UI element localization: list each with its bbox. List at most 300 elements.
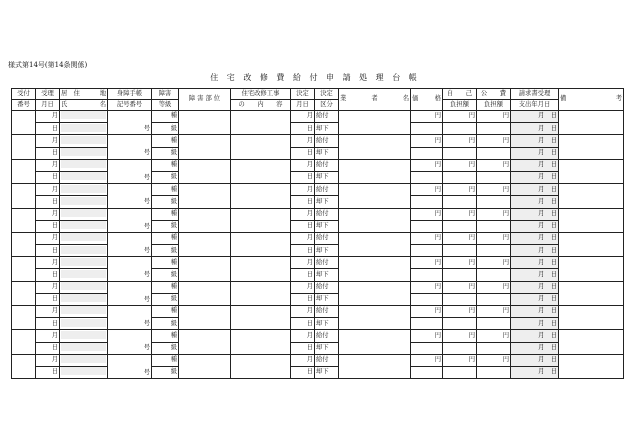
price-cell[interactable]: 円 bbox=[411, 232, 443, 244]
payment-date-cell[interactable]: 月 日 bbox=[511, 220, 559, 232]
public-burden-blank-cell[interactable] bbox=[477, 293, 511, 305]
decision-month-cell[interactable]: 月 bbox=[291, 184, 315, 196]
price-cell[interactable]: 円 bbox=[411, 330, 443, 342]
address-field[interactable] bbox=[61, 160, 106, 168]
decision-day-cell[interactable]: 日 bbox=[291, 220, 315, 232]
address-field[interactable] bbox=[61, 185, 106, 193]
invoice-receipt-date-cell[interactable]: 月 日 bbox=[511, 257, 559, 269]
disability-part-cell[interactable] bbox=[179, 354, 231, 378]
payment-date-cell[interactable]: 月 日 bbox=[511, 196, 559, 208]
disability-type-cell[interactable]: 種 bbox=[152, 281, 179, 293]
self-burden-cell[interactable]: 円 bbox=[443, 184, 477, 196]
name-field[interactable] bbox=[61, 221, 106, 229]
disability-grade-cell[interactable]: 級 bbox=[152, 318, 179, 330]
header-address bbox=[60, 89, 108, 100]
disability-type-cell[interactable]: 種 bbox=[152, 354, 179, 366]
price-blank-cell[interactable] bbox=[411, 196, 443, 208]
address-field[interactable] bbox=[61, 209, 106, 217]
public-burden-cell[interactable]: 円 bbox=[477, 208, 511, 220]
name-field[interactable] bbox=[61, 124, 106, 132]
reception-number-cell[interactable] bbox=[12, 354, 36, 378]
handbook-number-cell[interactable]: 号 bbox=[108, 135, 152, 159]
decision-grant-cell[interactable]: 給付 bbox=[315, 208, 339, 220]
reception-number-cell[interactable] bbox=[12, 306, 36, 330]
invoice-receipt-date-cell[interactable]: 月 日 bbox=[511, 111, 559, 123]
header-self-burden: 自 己 bbox=[443, 89, 477, 100]
decision-reject-cell[interactable]: 却下 bbox=[315, 196, 339, 208]
disability-grade-cell[interactable]: 級 bbox=[152, 342, 179, 354]
public-burden-cell[interactable]: 円 bbox=[477, 330, 511, 342]
payment-date-cell[interactable]: 月 日 bbox=[511, 123, 559, 135]
renovation-content-cell[interactable] bbox=[231, 135, 291, 159]
price-blank-cell[interactable] bbox=[411, 293, 443, 305]
contractor-cell[interactable] bbox=[339, 184, 411, 208]
decision-day-cell[interactable]: 日 bbox=[291, 318, 315, 330]
decision-grant-cell[interactable]: 給付 bbox=[315, 159, 339, 171]
name-field[interactable] bbox=[61, 319, 106, 327]
disability-type-cell[interactable]: 種 bbox=[152, 159, 179, 171]
handbook-number-cell[interactable]: 号 bbox=[108, 111, 152, 135]
contractor-cell[interactable] bbox=[339, 330, 411, 354]
name-field[interactable] bbox=[61, 148, 106, 156]
price-blank-cell[interactable] bbox=[411, 147, 443, 159]
remarks-cell[interactable] bbox=[559, 184, 624, 208]
self-burden-blank-cell[interactable] bbox=[443, 147, 477, 159]
header-name-label: 氏 bbox=[61, 100, 68, 108]
remarks-cell[interactable] bbox=[559, 330, 624, 354]
disability-type-cell[interactable]: 種 bbox=[152, 330, 179, 342]
public-burden-cell[interactable]: 円 bbox=[477, 281, 511, 293]
received-day-cell[interactable]: 日 bbox=[36, 293, 60, 305]
payment-date-cell[interactable]: 月 日 bbox=[511, 269, 559, 281]
self-burden-cell[interactable]: 円 bbox=[443, 257, 477, 269]
self-burden-cell[interactable]: 円 bbox=[443, 208, 477, 220]
disability-grade-cell[interactable]: 級 bbox=[152, 366, 179, 378]
public-burden-cell[interactable]: 円 bbox=[477, 306, 511, 318]
self-burden-blank-cell[interactable] bbox=[443, 342, 477, 354]
public-burden-cell[interactable]: 円 bbox=[477, 111, 511, 123]
public-burden-blank-cell[interactable] bbox=[477, 123, 511, 135]
decision-day-cell[interactable]: 日 bbox=[291, 366, 315, 378]
public-burden-cell[interactable]: 円 bbox=[477, 184, 511, 196]
handbook-number-cell[interactable]: 号 bbox=[108, 159, 152, 183]
decision-reject-cell[interactable]: 却下 bbox=[315, 342, 339, 354]
decision-grant-cell[interactable]: 給付 bbox=[315, 184, 339, 196]
invoice-receipt-date-cell[interactable]: 月 日 bbox=[511, 208, 559, 220]
contractor-cell[interactable] bbox=[339, 354, 411, 378]
contractor-cell[interactable] bbox=[339, 257, 411, 281]
invoice-receipt-date-cell[interactable]: 月 日 bbox=[511, 159, 559, 171]
decision-day-cell[interactable]: 日 bbox=[291, 293, 315, 305]
self-burden-blank-cell[interactable] bbox=[443, 196, 477, 208]
address-cell[interactable] bbox=[60, 354, 108, 366]
contractor-cell[interactable] bbox=[339, 281, 411, 305]
disability-type-cell[interactable]: 種 bbox=[152, 208, 179, 220]
received-day-cell[interactable]: 日 bbox=[36, 342, 60, 354]
name-cell[interactable] bbox=[60, 245, 108, 257]
remarks-cell[interactable] bbox=[559, 257, 624, 281]
decision-grant-cell[interactable]: 給付 bbox=[315, 354, 339, 366]
self-burden-blank-cell[interactable] bbox=[443, 269, 477, 281]
handbook-number-cell[interactable]: 号 bbox=[108, 257, 152, 281]
reception-number-cell[interactable] bbox=[12, 232, 36, 256]
name-cell[interactable] bbox=[60, 342, 108, 354]
price-cell[interactable]: 円 bbox=[411, 159, 443, 171]
price-blank-cell[interactable] bbox=[411, 366, 443, 378]
handbook-number-cell[interactable]: 号 bbox=[108, 281, 152, 305]
renovation-content-cell[interactable] bbox=[231, 354, 291, 378]
remarks-cell[interactable] bbox=[559, 281, 624, 305]
price-blank-cell[interactable] bbox=[411, 123, 443, 135]
address-cell[interactable] bbox=[60, 281, 108, 293]
remarks-cell[interactable] bbox=[559, 159, 624, 183]
received-day-cell[interactable]: 日 bbox=[36, 245, 60, 257]
name-field[interactable] bbox=[61, 294, 106, 302]
public-burden-cell[interactable]: 円 bbox=[477, 354, 511, 366]
disability-part-cell[interactable] bbox=[179, 306, 231, 330]
decision-month-cell[interactable]: 月 bbox=[291, 354, 315, 366]
header-reception-number: 受付 bbox=[12, 89, 36, 100]
payment-date-cell[interactable]: 月 日 bbox=[511, 342, 559, 354]
public-burden-blank-cell[interactable] bbox=[477, 171, 511, 183]
disability-part-cell[interactable] bbox=[179, 281, 231, 305]
decision-day-cell[interactable]: 日 bbox=[291, 123, 315, 135]
name-field[interactable] bbox=[61, 343, 106, 351]
disability-grade-cell[interactable]: 級 bbox=[152, 196, 179, 208]
remarks-cell[interactable] bbox=[559, 354, 624, 378]
header-decision-type: 決定 bbox=[315, 89, 339, 100]
disability-grade-cell[interactable]: 級 bbox=[152, 220, 179, 232]
address-field[interactable] bbox=[61, 258, 106, 266]
decision-grant-cell[interactable]: 給付 bbox=[315, 135, 339, 147]
received-month-cell[interactable]: 月 bbox=[36, 354, 60, 366]
header-name bbox=[60, 100, 108, 111]
contractor-cell[interactable] bbox=[339, 208, 411, 232]
received-month-cell[interactable]: 月 bbox=[36, 306, 60, 318]
public-burden-cell[interactable]: 円 bbox=[477, 257, 511, 269]
self-burden-blank-cell[interactable] bbox=[443, 220, 477, 232]
disability-part-cell[interactable] bbox=[179, 184, 231, 208]
invoice-receipt-date-cell[interactable]: 月 日 bbox=[511, 306, 559, 318]
disability-grade-cell[interactable]: 級 bbox=[152, 269, 179, 281]
decision-day-cell[interactable]: 日 bbox=[291, 171, 315, 183]
invoice-receipt-date-cell[interactable]: 月 日 bbox=[511, 232, 559, 244]
public-burden-cell[interactable]: 円 bbox=[477, 232, 511, 244]
renovation-content-cell[interactable] bbox=[231, 111, 291, 135]
public-burden-blank-cell[interactable] bbox=[477, 366, 511, 378]
invoice-receipt-date-cell[interactable]: 月 日 bbox=[511, 330, 559, 342]
decision-month-cell[interactable]: 月 bbox=[291, 208, 315, 220]
name-cell[interactable] bbox=[60, 366, 108, 378]
decision-month-cell[interactable]: 月 bbox=[291, 159, 315, 171]
received-month-cell[interactable]: 月 bbox=[36, 330, 60, 342]
received-month-cell[interactable]: 月 bbox=[36, 232, 60, 244]
price-cell[interactable]: 円 bbox=[411, 257, 443, 269]
public-burden-blank-cell[interactable] bbox=[477, 147, 511, 159]
decision-reject-cell[interactable]: 却下 bbox=[315, 269, 339, 281]
reception-number-cell[interactable] bbox=[12, 184, 36, 208]
address-cell[interactable] bbox=[60, 208, 108, 220]
self-burden-cell[interactable]: 円 bbox=[443, 159, 477, 171]
renovation-content-cell[interactable] bbox=[231, 306, 291, 330]
received-day-cell[interactable]: 日 bbox=[36, 366, 60, 378]
name-field[interactable] bbox=[61, 197, 106, 205]
name-field[interactable] bbox=[61, 270, 106, 278]
decision-month-cell[interactable]: 月 bbox=[291, 330, 315, 342]
name-cell[interactable] bbox=[60, 196, 108, 208]
address-field[interactable] bbox=[61, 136, 106, 144]
decision-grant-cell[interactable]: 給付 bbox=[315, 232, 339, 244]
address-field[interactable] bbox=[61, 355, 106, 363]
public-burden-blank-cell[interactable] bbox=[477, 196, 511, 208]
handbook-number-cell[interactable]: 号 bbox=[108, 232, 152, 256]
contractor-cell[interactable] bbox=[339, 232, 411, 256]
handbook-number-cell[interactable]: 号 bbox=[108, 184, 152, 208]
name-cell[interactable] bbox=[60, 269, 108, 281]
header-public-burden-2: 負担額 bbox=[477, 100, 511, 111]
received-month-cell[interactable]: 月 bbox=[36, 159, 60, 171]
received-day-cell[interactable]: 日 bbox=[36, 171, 60, 183]
self-burden-blank-cell[interactable] bbox=[443, 293, 477, 305]
decision-grant-cell[interactable]: 給付 bbox=[315, 330, 339, 342]
self-burden-blank-cell[interactable] bbox=[443, 245, 477, 257]
self-burden-blank-cell[interactable] bbox=[443, 318, 477, 330]
decision-month-cell[interactable]: 月 bbox=[291, 306, 315, 318]
self-burden-cell[interactable]: 円 bbox=[443, 306, 477, 318]
reception-number-cell[interactable] bbox=[12, 257, 36, 281]
public-burden-cell[interactable]: 円 bbox=[477, 159, 511, 171]
remarks-cell[interactable] bbox=[559, 208, 624, 232]
public-burden-blank-cell[interactable] bbox=[477, 269, 511, 281]
contractor-cell[interactable] bbox=[339, 111, 411, 135]
contractor-cell[interactable] bbox=[339, 135, 411, 159]
invoice-receipt-date-cell[interactable]: 月 日 bbox=[511, 354, 559, 366]
disability-part-cell[interactable] bbox=[179, 232, 231, 256]
disability-grade-cell[interactable]: 級 bbox=[152, 293, 179, 305]
price-blank-cell[interactable] bbox=[411, 245, 443, 257]
disability-grade-cell[interactable]: 級 bbox=[152, 147, 179, 159]
disability-part-cell[interactable] bbox=[179, 135, 231, 159]
payment-date-cell[interactable]: 月 日 bbox=[511, 318, 559, 330]
disability-type-cell[interactable]: 種 bbox=[152, 232, 179, 244]
handbook-number-cell[interactable]: 号 bbox=[108, 330, 152, 354]
reception-number-cell[interactable] bbox=[12, 281, 36, 305]
price-cell[interactable]: 円 bbox=[411, 135, 443, 147]
header-contractor-2: 者 bbox=[371, 95, 378, 103]
received-day-cell[interactable]: 日 bbox=[36, 123, 60, 135]
entry-row-bottom bbox=[12, 147, 624, 159]
price-cell[interactable]: 円 bbox=[411, 281, 443, 293]
disability-grade-cell[interactable]: 級 bbox=[152, 171, 179, 183]
address-cell[interactable] bbox=[60, 135, 108, 147]
remarks-cell[interactable] bbox=[559, 306, 624, 330]
self-burden-cell[interactable]: 円 bbox=[443, 111, 477, 123]
address-cell[interactable] bbox=[60, 184, 108, 196]
payment-date-cell[interactable]: 月 日 bbox=[511, 366, 559, 378]
received-day-cell[interactable]: 日 bbox=[36, 318, 60, 330]
decision-month-cell[interactable]: 月 bbox=[291, 135, 315, 147]
disability-type-cell[interactable]: 種 bbox=[152, 135, 179, 147]
self-burden-blank-cell[interactable] bbox=[443, 123, 477, 135]
price-blank-cell[interactable] bbox=[411, 269, 443, 281]
disability-type-cell[interactable]: 種 bbox=[152, 111, 179, 123]
decision-grant-cell[interactable]: 給付 bbox=[315, 257, 339, 269]
form-number-label: 様式第14号(第14条関係) bbox=[8, 61, 88, 69]
handbook-number-cell[interactable]: 号 bbox=[108, 354, 152, 378]
disability-part-cell[interactable] bbox=[179, 111, 231, 135]
reception-number-cell[interactable] bbox=[12, 135, 36, 159]
public-burden-blank-cell[interactable] bbox=[477, 245, 511, 257]
address-field[interactable] bbox=[61, 111, 106, 119]
self-burden-blank-cell[interactable] bbox=[443, 171, 477, 183]
renovation-content-cell[interactable] bbox=[231, 232, 291, 256]
price-blank-cell[interactable] bbox=[411, 342, 443, 354]
disability-type-cell[interactable]: 種 bbox=[152, 257, 179, 269]
decision-reject-cell[interactable]: 却下 bbox=[315, 245, 339, 257]
decision-month-cell[interactable]: 月 bbox=[291, 232, 315, 244]
disability-part-cell[interactable] bbox=[179, 257, 231, 281]
address-field[interactable] bbox=[61, 282, 106, 290]
decision-month-cell[interactable]: 月 bbox=[291, 111, 315, 123]
entry-row-top bbox=[12, 281, 624, 293]
price-cell[interactable]: 円 bbox=[411, 184, 443, 196]
renovation-content-cell[interactable] bbox=[231, 330, 291, 354]
decision-reject-cell[interactable]: 却下 bbox=[315, 318, 339, 330]
disability-grade-cell[interactable]: 級 bbox=[152, 123, 179, 135]
reception-number-cell[interactable] bbox=[12, 330, 36, 354]
disability-type-cell[interactable]: 種 bbox=[152, 184, 179, 196]
invoice-receipt-date-cell[interactable]: 月 日 bbox=[511, 135, 559, 147]
payment-date-cell[interactable]: 月 日 bbox=[511, 293, 559, 305]
received-month-cell[interactable]: 月 bbox=[36, 111, 60, 123]
reception-number-cell[interactable] bbox=[12, 111, 36, 135]
decision-day-cell[interactable]: 日 bbox=[291, 196, 315, 208]
address-field[interactable] bbox=[61, 331, 106, 339]
self-burden-cell[interactable]: 円 bbox=[443, 330, 477, 342]
decision-reject-cell[interactable]: 却下 bbox=[315, 171, 339, 183]
received-month-cell[interactable]: 月 bbox=[36, 208, 60, 220]
name-field[interactable] bbox=[61, 246, 106, 254]
decision-day-cell[interactable]: 日 bbox=[291, 342, 315, 354]
handbook-number-cell[interactable]: 号 bbox=[108, 306, 152, 330]
address-field[interactable] bbox=[61, 233, 106, 241]
received-day-cell[interactable]: 日 bbox=[36, 147, 60, 159]
received-day-cell[interactable]: 日 bbox=[36, 269, 60, 281]
address-cell[interactable] bbox=[60, 306, 108, 318]
address-cell[interactable] bbox=[60, 330, 108, 342]
price-blank-cell[interactable] bbox=[411, 220, 443, 232]
renovation-content-cell[interactable] bbox=[231, 159, 291, 183]
renovation-content-cell[interactable] bbox=[231, 184, 291, 208]
disability-part-cell[interactable] bbox=[179, 208, 231, 232]
decision-grant-cell[interactable]: 給付 bbox=[315, 111, 339, 123]
decision-day-cell[interactable]: 日 bbox=[291, 147, 315, 159]
disability-part-cell[interactable] bbox=[179, 159, 231, 183]
payment-date-cell[interactable]: 月 日 bbox=[511, 171, 559, 183]
decision-month-cell[interactable]: 月 bbox=[291, 281, 315, 293]
price-blank-cell[interactable] bbox=[411, 171, 443, 183]
price-cell[interactable]: 円 bbox=[411, 306, 443, 318]
price-cell[interactable]: 円 bbox=[411, 354, 443, 366]
self-burden-cell[interactable]: 円 bbox=[443, 281, 477, 293]
reception-number-cell[interactable] bbox=[12, 208, 36, 232]
received-month-cell[interactable]: 月 bbox=[36, 281, 60, 293]
payment-date-cell[interactable]: 月 日 bbox=[511, 147, 559, 159]
entry-row-bottom bbox=[12, 366, 624, 378]
remarks-cell[interactable] bbox=[559, 111, 624, 135]
entry-row-top bbox=[12, 111, 624, 123]
decision-day-cell[interactable]: 日 bbox=[291, 245, 315, 257]
contractor-cell[interactable] bbox=[339, 159, 411, 183]
decision-grant-cell[interactable]: 給付 bbox=[315, 281, 339, 293]
price-blank-cell[interactable] bbox=[411, 318, 443, 330]
renovation-content-cell[interactable] bbox=[231, 257, 291, 281]
reception-number-cell[interactable] bbox=[12, 159, 36, 183]
decision-grant-cell[interactable]: 給付 bbox=[315, 306, 339, 318]
decision-reject-cell[interactable]: 却下 bbox=[315, 220, 339, 232]
public-burden-blank-cell[interactable] bbox=[477, 318, 511, 330]
disability-part-cell[interactable] bbox=[179, 330, 231, 354]
decision-reject-cell[interactable]: 却下 bbox=[315, 123, 339, 135]
address-cell[interactable] bbox=[60, 257, 108, 269]
name-cell[interactable] bbox=[60, 147, 108, 159]
contractor-cell[interactable] bbox=[339, 306, 411, 330]
address-cell[interactable] bbox=[60, 159, 108, 171]
self-burden-blank-cell[interactable] bbox=[443, 366, 477, 378]
invoice-receipt-date-cell[interactable]: 月 日 bbox=[511, 281, 559, 293]
address-cell[interactable] bbox=[60, 232, 108, 244]
public-burden-cell[interactable]: 円 bbox=[477, 135, 511, 147]
decision-reject-cell[interactable]: 却下 bbox=[315, 293, 339, 305]
name-cell[interactable] bbox=[60, 318, 108, 330]
name-cell[interactable] bbox=[60, 171, 108, 183]
self-burden-cell[interactable]: 円 bbox=[443, 354, 477, 366]
payment-date-cell[interactable]: 月 日 bbox=[511, 245, 559, 257]
decision-month-cell[interactable]: 月 bbox=[291, 257, 315, 269]
remarks-cell[interactable] bbox=[559, 135, 624, 159]
price-cell[interactable]: 円 bbox=[411, 111, 443, 123]
received-month-cell[interactable]: 月 bbox=[36, 184, 60, 196]
invoice-receipt-date-cell[interactable]: 月 日 bbox=[511, 184, 559, 196]
public-burden-blank-cell[interactable] bbox=[477, 342, 511, 354]
received-month-cell[interactable]: 月 bbox=[36, 135, 60, 147]
header-handbook-number: 身障手帳 bbox=[108, 89, 152, 100]
disability-type-cell[interactable]: 種 bbox=[152, 306, 179, 318]
remarks-cell[interactable] bbox=[559, 232, 624, 256]
name-field[interactable] bbox=[61, 367, 106, 375]
received-day-cell[interactable]: 日 bbox=[36, 196, 60, 208]
received-day-cell[interactable]: 日 bbox=[36, 220, 60, 232]
name-cell[interactable] bbox=[60, 220, 108, 232]
address-cell[interactable] bbox=[60, 111, 108, 123]
self-burden-cell[interactable]: 円 bbox=[443, 135, 477, 147]
decision-day-cell[interactable]: 日 bbox=[291, 269, 315, 281]
name-cell[interactable] bbox=[60, 293, 108, 305]
received-month-cell[interactable]: 月 bbox=[36, 257, 60, 269]
address-field[interactable] bbox=[61, 306, 106, 314]
disability-grade-cell[interactable]: 級 bbox=[152, 245, 179, 257]
self-burden-cell[interactable]: 円 bbox=[443, 232, 477, 244]
handbook-number-cell[interactable]: 号 bbox=[108, 208, 152, 232]
public-burden-blank-cell[interactable] bbox=[477, 220, 511, 232]
renovation-content-cell[interactable] bbox=[231, 208, 291, 232]
name-cell[interactable] bbox=[60, 123, 108, 135]
price-cell[interactable]: 円 bbox=[411, 208, 443, 220]
name-field[interactable] bbox=[61, 172, 106, 180]
decision-reject-cell[interactable]: 却下 bbox=[315, 366, 339, 378]
renovation-content-cell[interactable] bbox=[231, 281, 291, 305]
decision-reject-cell[interactable]: 却下 bbox=[315, 147, 339, 159]
